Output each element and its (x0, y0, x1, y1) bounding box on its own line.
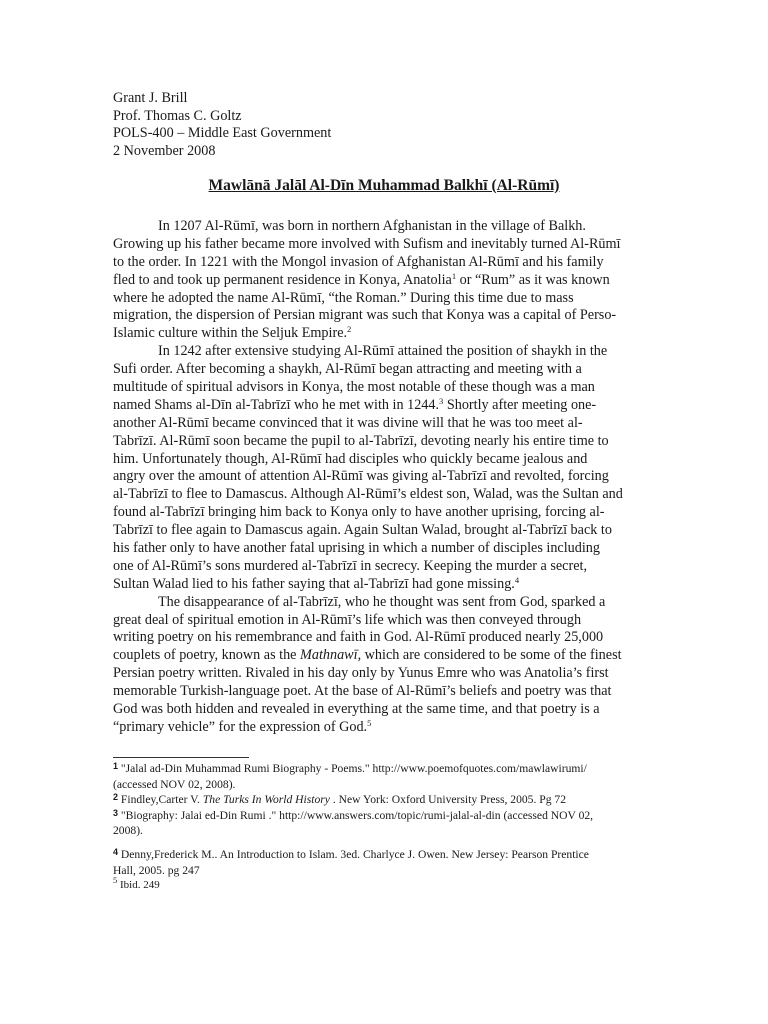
text-line: al-Tabrīzī to flee to Damascus. Although Al-Rūmī’s eldest son, Walad, was the Sultan and (113, 486, 623, 503)
footnote-4 (113, 847, 658, 863)
footnote-5 (113, 875, 658, 894)
footnote-3 (113, 808, 658, 824)
text-line: In 1207 Al-Rūmī, was born in northern Afghanistan in the village of Balkh. (158, 218, 586, 234)
text-span: Islamic culture within the Seljuk Empire. (113, 325, 348, 342)
footnote-gap (113, 839, 658, 847)
text-line: multitude of spiritual advisors in Konya, the most notable of these though was a man (113, 379, 595, 396)
footnote-text: "Jalal ad-Din Muhammad Rumi Biography - Poems." http://www.poemofquotes.com/mawlawirumi/ (118, 762, 587, 775)
footnote-text: Denny,Frederick M.. An Introduction to Islam. 3ed. Charlyce J. Owen. New Jersey: Pearson Prentice (118, 847, 589, 861)
text-line: found al-Tabrīzī bringing him back to Konya only to have another uprising, forcing al- (113, 504, 605, 521)
paper-title: Mawlānā Jalāl Al-Dīn Muhammad Balkhī (Al-Rūmī) (208, 177, 560, 194)
italic-title: Mathnawī, (300, 647, 362, 664)
text-line: Growing up his father became more involved with Sufism and inevitably turned Al-Rūmī (113, 235, 621, 252)
text-line: Tabrīzī to flee again to Damascus again. Again Sultan Walad, brought al-Tabrīzī back to (113, 522, 612, 539)
footnote-ref: 5 (367, 717, 372, 728)
text-span: fled to and took up permanent residence in Konya, Anatolia (113, 271, 452, 288)
text-line: him. Unfortunately though, Al-Rūmī had disciples who quickly became jealous and (113, 450, 588, 467)
text-line (113, 647, 653, 665)
footnote-book-title: The Turks In World History (202, 793, 330, 807)
footnote-4-continued: Hall, 2005. pg 247 (113, 863, 200, 877)
text-line: Tabrīzī. Al-Rūmī soon became the pupil to al-Tabrīzī, devoting nearly his entire time to (113, 432, 609, 449)
course-name: POLS-400 – Middle East Government (113, 125, 332, 141)
paper-date: 2 November 2008 (113, 142, 216, 159)
text-line (113, 719, 653, 737)
text-line: migration, the dispersion of Persian migrant was such that Konya was a capital of Perso- (113, 307, 617, 324)
text-span: or “Rum” as it was known (456, 271, 610, 288)
text-span: “primary vehicle” for the expression of God. (113, 718, 368, 735)
footnote-1-continued: (accessed NOV 02, 2008). (113, 777, 236, 791)
text-line: The disappearance of al-Tabrīzī, who he thought was sent from God, sparked a (158, 593, 606, 610)
footnote-number: 3 (113, 807, 119, 818)
text-line (113, 397, 653, 415)
text-line: to the order. In 1221 with the Mongol invasion of Afghanistan Al-Rūmī and his family (113, 253, 604, 270)
footnote-2 (113, 792, 658, 808)
text-line: God was both hidden and revealed in everything at the same time, and that poetry is a (113, 701, 600, 718)
footnote-ref: 3 (439, 395, 444, 406)
text-line: In 1242 after extensive studying Al-Rūmī attained the position of shaykh in the (158, 343, 608, 360)
footnote-ref: 2 (347, 324, 352, 335)
text-line: one of Al-Rūmī’s sons murdered al-Tabrīzī in secrecy. Keeping the murder a secret, (113, 557, 587, 574)
text-span: Shortly after meeting one- (443, 396, 597, 413)
text-line: great deal of spiritual emotion in Al-Rūmī’s life which was then conveyed through (113, 611, 582, 628)
footnote-number: 5 (113, 875, 118, 886)
body-text (113, 218, 653, 737)
text-span: named Shams al-Dīn al-Tabrīzī who he met with in 1244. (113, 396, 440, 413)
paper-heading (113, 90, 331, 160)
text-span: which are considered to be some of the finest (361, 647, 622, 664)
text-line (113, 325, 653, 343)
text-line: memorable Turkish-language poet. At the base of Al-Rūmī’s beliefs and poetry was that (113, 683, 612, 700)
text-span: couplets of poetry, known as the (113, 647, 301, 664)
professor-name: Prof. Thomas C. Goltz (113, 107, 242, 124)
footnote-number: 1 (113, 761, 119, 771)
text-line: where he adopted the name Al-Rūmī, “the Roman.” During this time due to mass (113, 289, 574, 306)
author-name: Grant J. Brill (113, 90, 188, 106)
footnote-text: . New York: Oxford University Press, 2005. Pg 72 (329, 793, 567, 807)
text-line: writing poetry on his remembrance and faith in God. Al-Rūmī produced nearly 25,000 (113, 629, 604, 646)
footnote-text: "Biography: Jalai ed-Din Rumi ." http://www.answers.com/topic/rumi-jalal-al-din (accessed NOV 02, (118, 808, 594, 822)
footnote-3-continued: 2008). (113, 824, 143, 838)
footnote-ref: 1 (451, 270, 457, 281)
footnote-ref: 4 (514, 574, 520, 585)
text-line: Persian poetry written. Rivaled in his day only by Yunus Emre who was Anatolia’s first (113, 665, 609, 682)
footnote-text: Ibid. 249 (117, 879, 160, 892)
text-line: angry over the amount of attention Al-Rūmī was giving al-Tabrīzī and revolted, forcing (113, 468, 609, 485)
footnote-number: 2 (113, 792, 119, 803)
footnote-separator (113, 757, 249, 758)
text-line: Sufi order. After becoming a shaykh, Al-Rūmī began attracting and meeting with a (113, 361, 582, 378)
footnote-1 (113, 761, 658, 777)
text-line (113, 272, 653, 290)
footnotes (113, 761, 658, 894)
text-line: another Al-Rūmī became convinced that it was divine will that he was too meet al- (113, 414, 583, 431)
footnote-text: Findley,Carter V. (118, 793, 203, 807)
text-line (113, 576, 653, 594)
text-line: his father only to have another fatal uprising in which a number of disciples including (113, 540, 600, 557)
text-span: Sultan Walad lied to his father saying that al-Tabrīzī had gone missing. (113, 575, 515, 592)
footnote-number: 4 (113, 846, 119, 857)
